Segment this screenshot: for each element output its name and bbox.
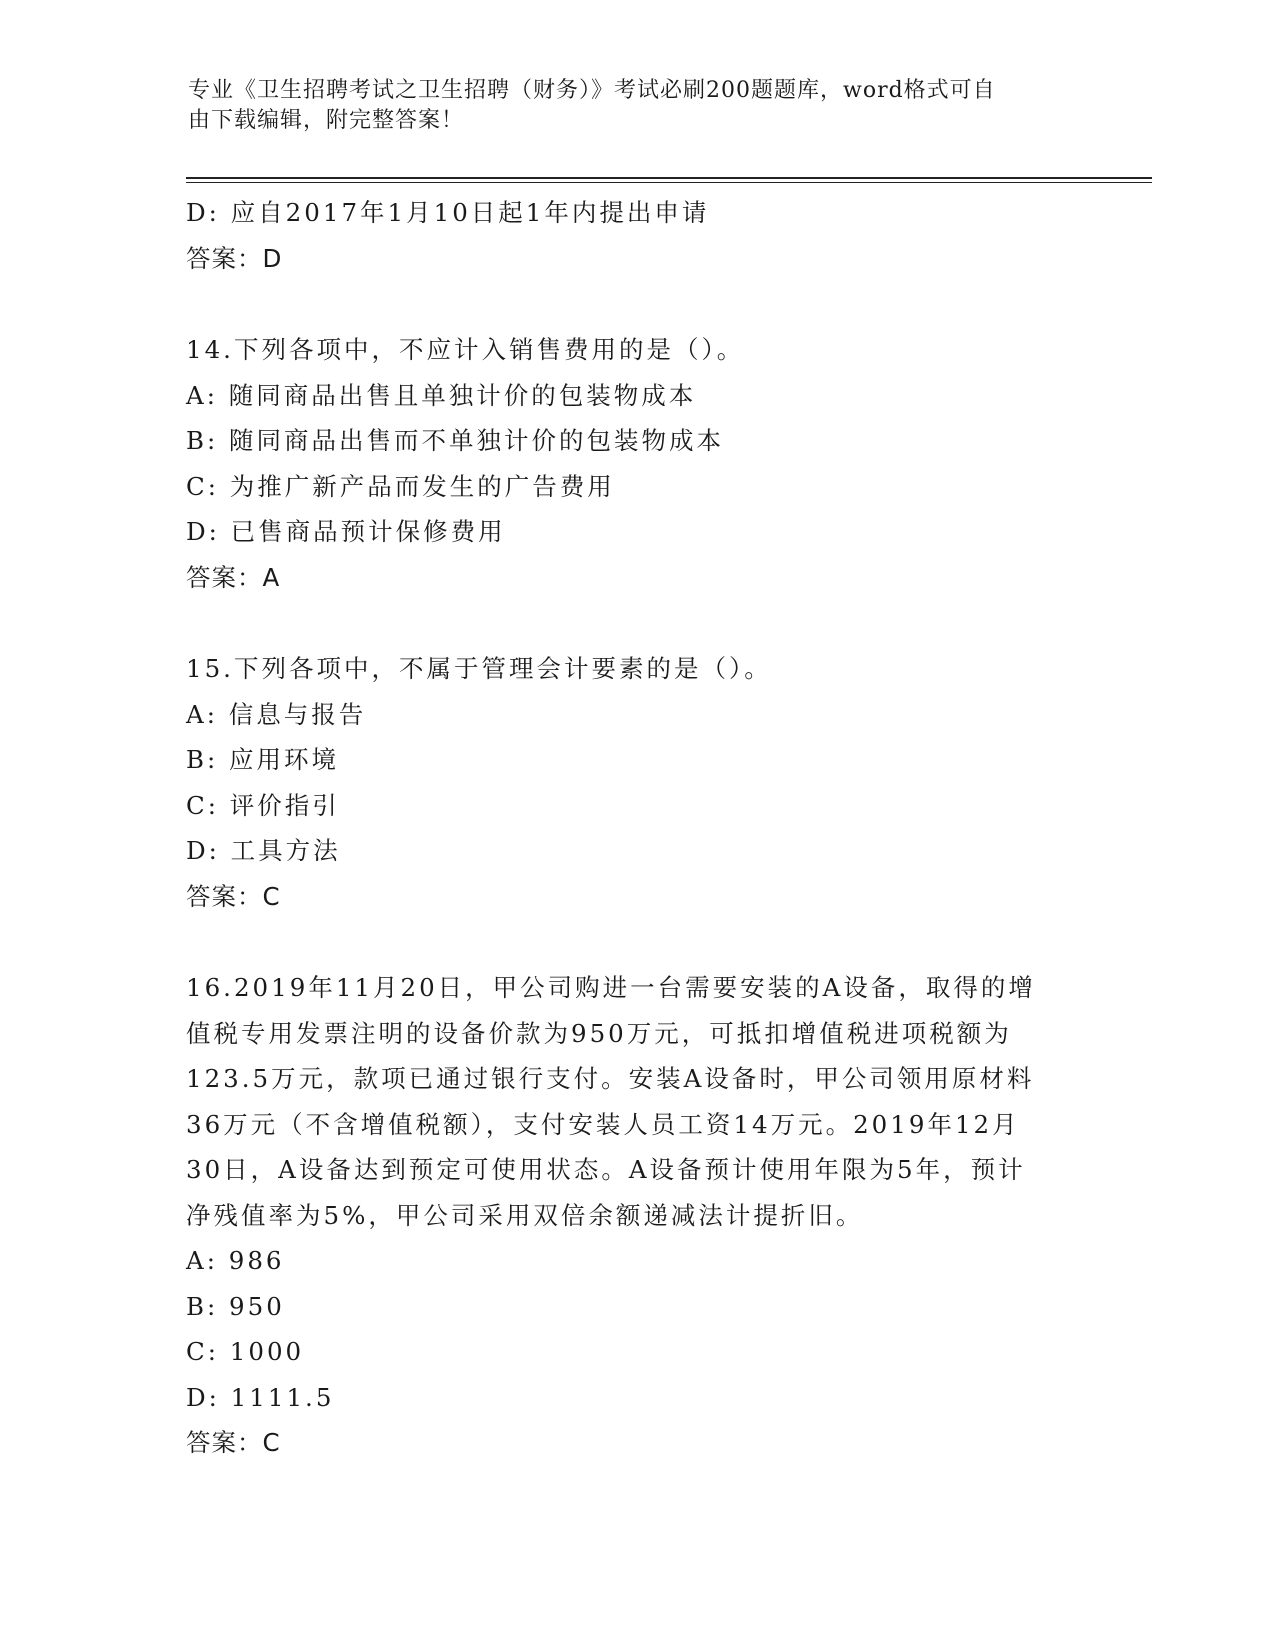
question-text: 15.下列各项中，不属于管理会计要素的是（）。: [186, 654, 772, 683]
answer: 答案：C: [186, 881, 281, 911]
option-a: A: 986: [186, 1246, 285, 1275]
option-c: C: 1000: [186, 1337, 305, 1366]
question-14: [186, 327, 1086, 600]
header-line-1: 专业《卫生招聘考试之卫生招聘（财务）》考试必刷200题题库，word格式可自: [188, 78, 996, 103]
option-d: D: 已售商品预计保修费用: [186, 517, 506, 546]
option-d: D: 应自2017年1月10日起1年内提出申请: [186, 198, 710, 227]
header-rule-thin: [186, 182, 1152, 183]
option-a: A: 随同商品出售且单独计价的包装物成本: [186, 380, 697, 410]
option-b: B: 随同商品出售而不单独计价的包装物成本: [186, 426, 725, 455]
option-b: B: 应用环境: [186, 745, 340, 774]
question-text-line: 36万元（不含增值税额），支付安装人员工资14万元。2019年12月: [186, 1109, 1020, 1139]
option-b: B: 950: [186, 1291, 285, 1321]
spacer: [186, 281, 1086, 327]
question-text-line: 30日，A设备达到预定可使用状态。A设备预计使用年限为5年，预计: [186, 1155, 1026, 1184]
answer: 答案：A: [186, 562, 281, 592]
option-d: D: 1111.5: [186, 1382, 335, 1412]
option-c: C: 评价指引: [186, 790, 340, 820]
spacer: [186, 600, 1086, 646]
answer: 答案：D: [186, 243, 283, 273]
question-list: [186, 190, 1086, 1466]
option-d: D: 工具方法: [186, 836, 341, 865]
spacer: [186, 919, 1086, 965]
document-header: [188, 76, 1068, 136]
header-line-2: 由下载编辑，附完整答案！: [188, 108, 465, 133]
question-16: [186, 965, 1086, 1466]
question-text-line: 16.2019年11月20日，甲公司购进一台需要安装的A设备，取得的增: [186, 973, 1036, 1002]
question-13-tail: [186, 190, 1086, 281]
answer: 答案：C: [186, 1428, 281, 1457]
question-text: 14.下列各项中，不应计入销售费用的是（）。: [186, 335, 745, 364]
header-rule-thick: [186, 177, 1152, 179]
question-text-line: 值税专用发票注明的设备价款为950万元，可抵扣增值税进项税额为: [186, 1018, 1012, 1048]
question-text-line: 净残值率为5%，甲公司采用双倍余额递减法计提折旧。: [186, 1200, 864, 1230]
question-15: [186, 646, 1086, 919]
question-text-line: 123.5万元，款项已通过银行支付。安装A设备时，甲公司领用原材料: [186, 1064, 1035, 1093]
option-c: C: 为推广新产品而发生的广告费用: [186, 471, 615, 501]
option-a: A: 信息与报告: [186, 699, 367, 729]
